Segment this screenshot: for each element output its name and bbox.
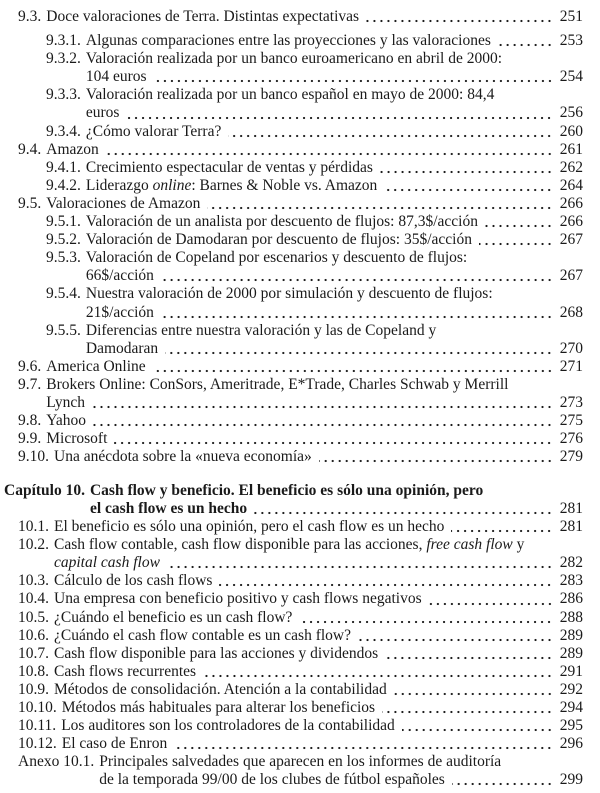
entry-title-text: Valoración de un analista por descuento de flujos: 87,3$/acción	[85, 213, 478, 231]
entry-title-line	[86, 249, 583, 267]
page-number: 281	[559, 499, 583, 517]
dot-leader	[451, 518, 553, 536]
italic-term: capital cash flow	[54, 554, 160, 572]
entry-title	[54, 590, 583, 608]
toc-entry	[18, 627, 583, 645]
entry-number: 9.3.1.	[46, 32, 81, 50]
entry-title	[54, 536, 583, 572]
entry-title-text: Valoración realizada por un banco español en mayo de 2000: 84,4	[85, 86, 495, 104]
entry-title-text: Cálculo de los cash flows	[54, 572, 213, 590]
chapter-heading-entry	[4, 482, 583, 518]
italic-term: online	[152, 176, 192, 194]
dot-leader	[165, 340, 553, 358]
entry-title-line	[46, 394, 583, 412]
entry-title	[99, 753, 583, 789]
dot-leader	[207, 195, 553, 213]
entry-title-text: Amazon	[46, 140, 99, 158]
entry-title-text	[54, 554, 160, 572]
entry-title-text: Algunas comparaciones entre las proyecciones y las valoraciones	[85, 32, 491, 50]
entry-title-line	[54, 448, 583, 466]
page-number: 288	[559, 608, 583, 626]
entry-number: 9.3.	[18, 8, 42, 25]
entry-title-line	[99, 753, 583, 771]
toc-entry	[18, 609, 583, 627]
entry-number: 9.5.5.	[46, 321, 81, 339]
entry-number: 9.3.2.	[46, 50, 81, 68]
page-number: 260	[559, 122, 583, 140]
entry-number: 9.4.2.	[46, 176, 81, 194]
entry-title-line	[86, 304, 583, 322]
entry-title-line	[54, 681, 583, 699]
dot-leader	[366, 8, 553, 26]
dot-leader	[92, 394, 553, 412]
entry-number: 9.9.	[18, 430, 42, 448]
entry-title	[46, 195, 583, 213]
toc-entry	[18, 195, 583, 213]
page-number: 273	[559, 393, 583, 411]
entry-number: 10.1.	[18, 518, 49, 536]
entry-number: 10.8.	[18, 662, 49, 680]
entry-title	[54, 681, 583, 699]
page-number: 289	[559, 626, 583, 644]
dot-leader	[93, 412, 553, 430]
entry-title-text: Una empresa con beneficio positivo y cash flows negativos	[54, 590, 422, 608]
toc-entry	[46, 213, 583, 231]
entry-title-text: Crecimiento espectacular de ventas y pérdidas	[85, 158, 373, 176]
entry-title-line	[46, 376, 583, 394]
page-number: 276	[559, 430, 583, 448]
entry-title-line	[46, 195, 583, 213]
entry-title-line	[86, 104, 583, 122]
entry-title-text: Diferencias entre nuestra valoración y las de Copeland y	[85, 321, 437, 339]
dot-leader	[479, 231, 553, 249]
entry-title-line	[62, 699, 583, 717]
entry-title-text: Microsoft	[46, 430, 108, 448]
entry-title-line	[54, 645, 583, 663]
entry-title-text: Principales salvedades que aparecen en los informes de auditoría	[99, 753, 502, 771]
entry-title	[86, 249, 583, 285]
entry-title-text: ¿Cuándo el beneficio es un cash flow?	[54, 608, 293, 626]
page-number: 270	[559, 339, 583, 357]
dot-leader	[299, 609, 553, 627]
entry-title	[54, 518, 583, 536]
page-number: 267	[559, 267, 583, 285]
dot-leader	[167, 554, 553, 572]
entry-title	[46, 8, 583, 26]
toc-entry	[18, 536, 583, 572]
entry-title-text: euros	[85, 104, 120, 122]
page-number: 291	[559, 662, 583, 680]
toc-entry	[46, 322, 583, 358]
toc-entry	[46, 159, 583, 177]
entry-title	[54, 572, 583, 590]
toc-entry	[18, 590, 583, 608]
page-number: 261	[559, 140, 583, 158]
entry-title	[61, 717, 583, 735]
entry-title	[86, 322, 583, 358]
page-number: 253	[559, 32, 583, 50]
entry-title-text: Doce valoraciones de Terra. Distintas expectativas	[46, 8, 360, 25]
page-number: 282	[559, 554, 583, 572]
page-number: 279	[559, 448, 583, 466]
title-segment: y	[512, 536, 525, 554]
entry-title-line	[54, 590, 583, 608]
entry-number: 10.6.	[18, 626, 49, 644]
entry-title-text: Nuestra valoración de 2000 por simulación y descuento de flujos:	[85, 285, 493, 303]
entry-title-line	[46, 412, 583, 430]
toc-section	[4, 482, 583, 790]
entry-title-text	[54, 536, 524, 554]
dot-leader	[126, 104, 553, 122]
toc-entry	[18, 518, 583, 536]
entry-number: 9.3.3.	[46, 86, 81, 104]
entry-number: 10.3.	[18, 572, 49, 590]
toc-entry	[18, 430, 583, 448]
entry-title-line	[86, 32, 583, 50]
entry-title-text: El beneficio es sólo una opinión, pero el cash flow es un hecho	[54, 518, 445, 536]
page-number: 281	[559, 518, 583, 536]
page-number: 268	[559, 303, 583, 321]
entry-title	[86, 86, 583, 122]
entry-title-line	[54, 572, 583, 590]
dot-leader	[394, 681, 553, 699]
entry-title	[86, 32, 583, 50]
entry-title-text: Damodaran	[85, 339, 159, 357]
entry-title-text: 21$/acción	[85, 303, 154, 321]
entry-title	[86, 177, 583, 195]
toc-entry	[18, 663, 583, 681]
entry-number: 9.4.	[18, 140, 42, 158]
dot-leader	[382, 699, 553, 717]
toc-entry	[18, 735, 583, 753]
page-number: 286	[559, 590, 583, 608]
toc-entry	[18, 8, 583, 26]
toc-entry	[18, 645, 583, 663]
dot-leader	[452, 771, 553, 789]
entry-title	[62, 699, 583, 717]
title-segment: : Barnes & Noble vs. Amazon	[191, 176, 378, 194]
page-number: 266	[559, 213, 583, 231]
page-number: 251	[559, 8, 583, 25]
entry-title	[86, 231, 583, 249]
toc-entry	[18, 717, 583, 735]
entry-title	[46, 141, 583, 159]
toc-entry	[46, 86, 583, 122]
entry-title	[46, 358, 583, 376]
dot-leader	[429, 590, 553, 608]
entry-title-text: 104 euros	[85, 68, 147, 86]
entry-number: 10.12.	[18, 735, 57, 753]
toc-entry	[18, 448, 583, 466]
entry-title-text	[86, 177, 377, 195]
entry-title-line	[54, 518, 583, 536]
entry-title-text: Valoración realizada por un banco euroamericano en abril de 2000:	[85, 50, 503, 68]
entry-title-text: Yahoo	[46, 412, 87, 430]
entry-title-line	[86, 123, 583, 141]
dot-leader	[485, 213, 553, 231]
entry-title-line	[54, 554, 583, 572]
entry-title-line	[86, 231, 583, 249]
entry-title-text: Cash flow y beneficio. El beneficio es sólo una opinión, pero	[89, 481, 484, 499]
entry-title-line	[54, 663, 583, 681]
entry-number: 9.5.3.	[46, 249, 81, 267]
page-number: 294	[559, 698, 583, 716]
entry-number: 9.4.1.	[46, 158, 81, 176]
entry-title	[90, 482, 583, 518]
entry-title-line	[86, 213, 583, 231]
entry-number: 9.6.	[18, 357, 42, 375]
page-number: 283	[559, 572, 583, 590]
table-of-contents-page	[4, 8, 583, 789]
toc-entry	[46, 249, 583, 285]
entry-number: 9.5.	[18, 194, 42, 212]
entry-title-line	[86, 267, 583, 285]
entry-number: 10.5.	[18, 608, 49, 626]
toc-entry	[18, 412, 583, 430]
dot-leader	[380, 159, 553, 177]
title-segment: Cash flow contable, cash flow disponible para las acciones,	[54, 536, 427, 554]
toc-entry	[18, 141, 583, 159]
page-number: 271	[559, 357, 583, 375]
entry-title-text: ¿Cuándo el cash flow contable es un cash flow?	[54, 626, 351, 644]
toc-entry	[46, 32, 583, 50]
entry-title-line	[54, 536, 583, 554]
dot-leader	[114, 430, 553, 448]
entry-title-line	[86, 50, 583, 68]
entry-title-line	[61, 717, 583, 735]
entry-title	[62, 735, 583, 753]
entry-number: 9.7.	[18, 375, 42, 393]
entry-number: 10.11.	[18, 717, 57, 735]
page-number: 267	[559, 231, 583, 249]
entry-number: 9.8.	[18, 412, 42, 430]
entry-title-line	[86, 322, 583, 340]
entry-title-text: ¿Cómo valorar Terra?	[85, 122, 222, 140]
dot-leader	[385, 645, 553, 663]
toc-entry	[46, 285, 583, 321]
entry-number: 9.5.1.	[46, 213, 81, 231]
entry-title-line	[54, 627, 583, 645]
entry-title-line	[90, 482, 583, 500]
entry-title-line	[99, 771, 583, 789]
entry-title-text: Cash flows recurrentes	[54, 662, 197, 680]
toc-entry	[18, 681, 583, 699]
entry-title-line	[62, 735, 583, 753]
title-segment: Liderazgo	[85, 176, 153, 194]
dot-leader	[106, 141, 553, 159]
dot-leader	[203, 663, 553, 681]
toc-entry	[46, 50, 583, 86]
entry-number: 10.10.	[18, 698, 57, 716]
entry-title-text: Cash flow disponible para las acciones y dividendos	[54, 644, 379, 662]
toc-entry	[18, 358, 583, 376]
entry-title-line	[54, 609, 583, 627]
dot-leader	[319, 448, 553, 466]
page-number: 254	[559, 68, 583, 86]
dot-leader	[254, 500, 553, 518]
entry-title	[86, 213, 583, 231]
entry-title-text: de la temporada 99/00 de los clubes de fútbol españoles	[99, 771, 445, 789]
entry-title	[54, 663, 583, 681]
toc-entry	[18, 376, 583, 412]
entry-number: 9.10.	[18, 448, 49, 466]
page-number: 264	[559, 176, 583, 194]
entry-title	[86, 285, 583, 321]
entry-title-text: Métodos de consolidación. Atención a la contabilidad	[54, 680, 387, 698]
entry-title-text: Los auditores son los controladores de la contabilidad	[61, 717, 395, 735]
entry-title-line	[86, 340, 583, 358]
page-number: 295	[559, 717, 583, 735]
dot-leader	[402, 717, 553, 735]
entry-title-line	[46, 358, 583, 376]
entry-number: Anexo 10.1.	[18, 753, 95, 771]
entry-title	[54, 627, 583, 645]
entry-title	[86, 159, 583, 177]
toc-entry	[46, 123, 583, 141]
toc-entry	[18, 572, 583, 590]
toc-entry	[46, 177, 583, 195]
entry-number: 9.5.4.	[46, 285, 81, 303]
dot-leader	[161, 267, 553, 285]
dot-leader	[154, 68, 553, 86]
entry-title-text: Una anécdota sobre la «nueva economía»	[54, 448, 312, 466]
dot-leader	[358, 627, 553, 645]
entry-title-text: Valoración de Copeland por escenarios y descuento de flujos:	[85, 249, 468, 267]
entry-title-line	[86, 159, 583, 177]
entry-title-line	[86, 177, 583, 195]
toc-entry	[18, 753, 583, 789]
dot-leader	[161, 304, 553, 322]
entry-title	[46, 430, 583, 448]
entry-title-line	[46, 141, 583, 159]
page-number: 299	[559, 771, 583, 789]
page-number: 289	[559, 644, 583, 662]
entry-title	[86, 123, 583, 141]
entry-number: 9.3.4.	[46, 122, 81, 140]
entry-title	[54, 645, 583, 663]
toc-section	[4, 8, 583, 466]
dot-leader	[228, 123, 553, 141]
entry-title-text: El caso de Enron	[61, 735, 168, 753]
entry-title	[46, 412, 583, 430]
toc-entry	[46, 231, 583, 249]
dot-leader	[219, 572, 553, 590]
entry-title-line	[86, 285, 583, 303]
italic-term: free cash flow	[426, 536, 513, 554]
dot-leader	[498, 32, 553, 50]
toc-entry	[18, 699, 583, 717]
entry-number: 10.4.	[18, 590, 49, 608]
entry-number: 10.7.	[18, 644, 49, 662]
entry-title-text: Lynch	[46, 393, 85, 411]
entry-title	[46, 376, 583, 412]
entry-number: 10.9.	[18, 680, 49, 698]
page-number: 296	[559, 735, 583, 753]
entry-title	[54, 609, 583, 627]
dot-leader	[153, 358, 553, 376]
page-number: 275	[559, 412, 583, 430]
entry-number: 10.2.	[18, 536, 49, 554]
page-number: 256	[559, 104, 583, 122]
entry-title-text: Métodos más habituales para alterar los beneficios	[61, 698, 376, 716]
dot-leader	[384, 177, 553, 195]
dot-leader	[174, 735, 553, 753]
entry-title-text: el cash flow es un hecho	[89, 499, 248, 517]
entry-title-line	[86, 86, 583, 104]
entry-title-line	[46, 430, 583, 448]
entry-title-text: Valoraciones de Amazon	[46, 194, 201, 212]
entry-number: 9.5.2.	[46, 231, 81, 249]
page-number: 262	[559, 158, 583, 176]
entry-title-text: Valoración de Damodaran por descuento de flujos: 35$/acción	[85, 231, 472, 249]
entry-title-text: 66$/acción	[85, 267, 154, 285]
entry-number: Capítulo 10.	[4, 481, 85, 499]
entry-title-line	[86, 68, 583, 86]
entry-title-text: Brokers Online: ConSors, Ameritrade, E*Trade, Charles Schwab y Merrill	[46, 375, 509, 393]
entry-title-line	[90, 500, 583, 518]
entry-title-text: America Online	[46, 357, 146, 375]
entry-title	[86, 50, 583, 86]
page-number: 266	[559, 194, 583, 212]
page-number: 292	[559, 680, 583, 698]
entry-title-line	[46, 8, 583, 26]
entry-title	[54, 448, 583, 466]
